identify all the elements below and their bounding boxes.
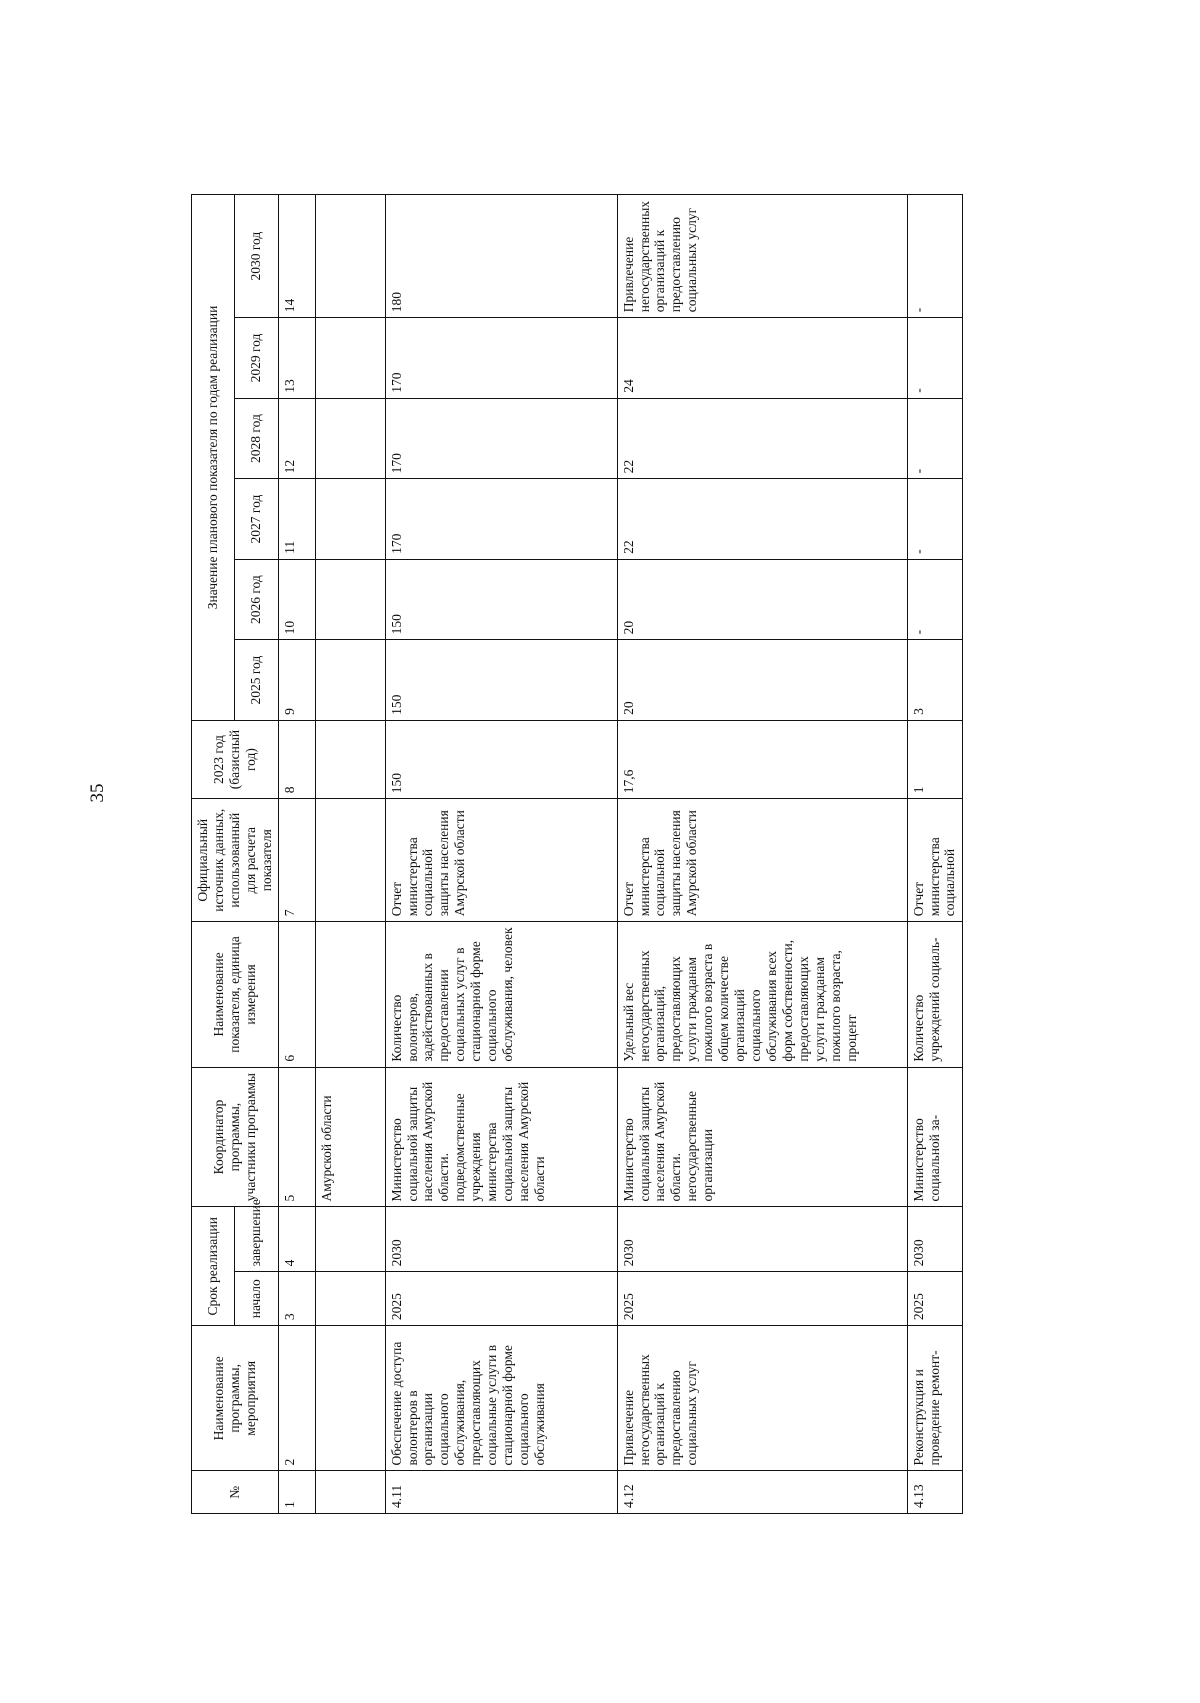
col-number: 2 bbox=[278, 1326, 315, 1471]
col-number: 11 bbox=[278, 479, 315, 560]
row-value-2026: - bbox=[907, 559, 962, 640]
row-base: 17,6 bbox=[617, 720, 907, 798]
row-coordinator: Министерство социальной защиты населения Амурской области. подведомственные учреждения министерства социальной защиты населения Амурской области bbox=[385, 1067, 617, 1207]
row-value-2029: - bbox=[907, 318, 962, 399]
header-name: Наименование программы, мероприятия bbox=[192, 1326, 279, 1471]
row-value-2025: 150 bbox=[385, 640, 617, 721]
row-value-2025: 3 bbox=[907, 640, 962, 721]
row-value-2030: Привлечение негосударственных организаций к предоставлению социальных услуг bbox=[617, 195, 907, 318]
col-number: 1 bbox=[278, 1471, 315, 1514]
header-year-2025: 2025 год bbox=[235, 640, 278, 721]
table-row bbox=[617, 195, 907, 1514]
table-cell bbox=[315, 922, 385, 1067]
row-base: 150 bbox=[385, 720, 617, 798]
col-number: 12 bbox=[278, 398, 315, 479]
row-value-2027: - bbox=[907, 479, 962, 560]
col-number: 13 bbox=[278, 318, 315, 399]
row-no: 4.12 bbox=[617, 1471, 907, 1514]
row-end: 2030 bbox=[385, 1207, 617, 1272]
table-cell bbox=[315, 640, 385, 721]
table-cell bbox=[315, 398, 385, 479]
row-coordinator: Министерство социальной за- bbox=[907, 1067, 962, 1207]
header-year-2028: 2028 год bbox=[235, 398, 278, 479]
header-plan-group: Значение планового показателя по годам реализации bbox=[192, 195, 235, 721]
table-cell bbox=[315, 1272, 385, 1326]
row-source: Отчет министерства социальной bbox=[907, 799, 962, 922]
table-row bbox=[907, 195, 962, 1514]
header-base-year: 2023 год (базисный год) bbox=[192, 720, 279, 798]
col-number: 7 bbox=[278, 799, 315, 922]
col-number: 3 bbox=[278, 1272, 315, 1326]
header-no: № bbox=[192, 1471, 279, 1514]
row-value-2027: 170 bbox=[385, 479, 617, 560]
header-source: Официальный источник данных, использованный для расчета показателя bbox=[192, 799, 279, 922]
row-value-2028: 170 bbox=[385, 398, 617, 479]
header-coordinator: Координатор программы, участники программы bbox=[192, 1067, 279, 1207]
row-indicator: Количество учреждений социаль- bbox=[907, 922, 962, 1067]
row-source: Отчет министерства социальной защиты населения Амурской области bbox=[617, 799, 907, 922]
header-year-2027: 2027 год bbox=[235, 479, 278, 560]
header-end: завершение bbox=[235, 1207, 278, 1272]
row-start: 2025 bbox=[385, 1272, 617, 1326]
row-value-2026: 150 bbox=[385, 559, 617, 640]
row-value-2030: 180 bbox=[385, 195, 617, 318]
row-no: 4.11 bbox=[385, 1471, 617, 1514]
row-value-2029: 24 bbox=[617, 318, 907, 399]
row-source: Отчет министерства социальной защиты населения Амурской области bbox=[385, 799, 617, 922]
page-number: 35 bbox=[87, 783, 108, 803]
row-start: 2025 bbox=[617, 1272, 907, 1326]
row-name: Реконструкция и проведение ремонт- bbox=[907, 1326, 962, 1471]
col-number: 10 bbox=[278, 559, 315, 640]
header-indicator: Наименование показателя, единица измерения bbox=[192, 922, 279, 1067]
row-name: Обеспечение доступа волонтеров в организации социального обслуживания, предоставляющих социальные услуги в стационарной форме социального обслуживания bbox=[385, 1326, 617, 1471]
table-cell bbox=[315, 479, 385, 560]
table-cell bbox=[315, 195, 385, 318]
row-end: 2030 bbox=[617, 1207, 907, 1272]
row-indicator: Удельный вес негосударственных организаций, предоставляющих услуги гражданам пожилого возраста в общем количестве организаций социального обслуживания всех форм собственности, предоставляющих услуги гражданам пожилого возраста, процент bbox=[617, 922, 907, 1067]
rotated-table-container bbox=[191, 174, 1009, 1514]
continuation-coordinator: Амурской области bbox=[315, 1067, 385, 1207]
row-value-2028: 22 bbox=[617, 398, 907, 479]
row-value-2025: 20 bbox=[617, 640, 907, 721]
row-base: 1 bbox=[907, 720, 962, 798]
table-cell bbox=[315, 318, 385, 399]
table-row bbox=[385, 195, 617, 1514]
row-indicator: Количество волонтеров, задействованных в предоставлении социальных услуг в стационарной форме социального обслуживания, человек bbox=[385, 922, 617, 1067]
row-value-2028: - bbox=[907, 398, 962, 479]
row-coordinator: Министерство социальной защиты населения Амурской области. негосударственные организации bbox=[617, 1067, 907, 1207]
col-number: 9 bbox=[278, 640, 315, 721]
col-number: 5 bbox=[278, 1067, 315, 1207]
header-year-2030: 2030 год bbox=[235, 195, 278, 318]
col-number: 6 bbox=[278, 922, 315, 1067]
header-year-2026: 2026 год bbox=[235, 559, 278, 640]
row-value-2026: 20 bbox=[617, 559, 907, 640]
header-period: Срок реализации bbox=[192, 1207, 235, 1326]
table-cell bbox=[315, 720, 385, 798]
row-value-2027: 22 bbox=[617, 479, 907, 560]
row-no: 4.13 bbox=[907, 1471, 962, 1514]
table-cell bbox=[315, 1207, 385, 1272]
col-number: 4 bbox=[278, 1207, 315, 1272]
col-number: 8 bbox=[278, 720, 315, 798]
row-start: 2025 bbox=[907, 1272, 962, 1326]
col-number: 14 bbox=[278, 195, 315, 318]
table-cell bbox=[315, 1326, 385, 1471]
header-row-1 bbox=[192, 195, 235, 1514]
table-cell bbox=[315, 799, 385, 922]
table-cell bbox=[315, 559, 385, 640]
row-value-2030: - bbox=[907, 195, 962, 318]
table-cell bbox=[315, 1471, 385, 1514]
continuation-row bbox=[315, 195, 385, 1514]
indicators-table bbox=[191, 194, 963, 1514]
row-name: Привлечение негосударственных организаций к предоставлению социальных услуг bbox=[617, 1326, 907, 1471]
header-start: начало bbox=[235, 1272, 278, 1326]
row-end: 2030 bbox=[907, 1207, 962, 1272]
row-value-2029: 170 bbox=[385, 318, 617, 399]
column-number-row bbox=[278, 195, 315, 1514]
header-year-2029: 2029 год bbox=[235, 318, 278, 399]
